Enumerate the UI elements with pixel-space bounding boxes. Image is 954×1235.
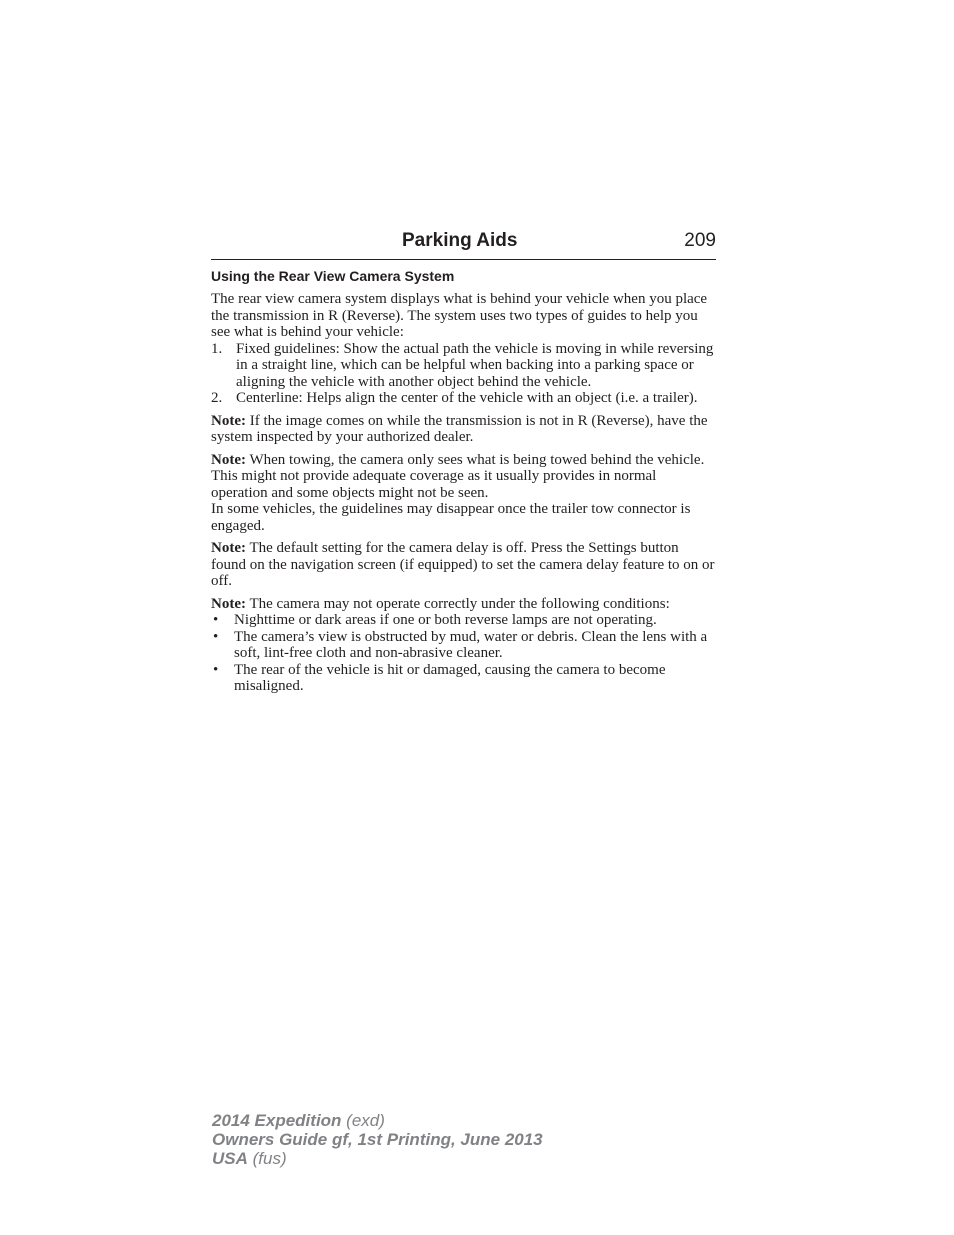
subheading: Using the Rear View Camera System [211, 268, 455, 284]
note-label: Note: [211, 595, 246, 612]
note-text: The camera may not operate correctly under the following conditions: [249, 595, 670, 612]
note-label: Note: [211, 412, 246, 429]
bullet-list [211, 612, 716, 695]
note-label: Note: [211, 451, 246, 468]
page-footer [212, 1111, 543, 1168]
list-item-text: The rear of the vehicle is hit or damaged, causing the camera to become misaligned. [234, 661, 666, 694]
list-item-text: The camera’s view is obstructed by mud, water or debris. Clean the lens with a soft, lint-free cloth and non-abrasive cleaner. [234, 628, 708, 661]
note-paragraph [211, 540, 716, 590]
footer-market-name: USA [212, 1149, 248, 1168]
note-paragraph [211, 596, 716, 613]
numbered-list [211, 341, 716, 407]
list-item-text: Centerline: Helps align the center of the vehicle with an object (i.e. a trailer). [236, 390, 698, 406]
list-item [211, 629, 716, 662]
footer-market-code: (fus) [247, 1149, 287, 1168]
bullet-marker: • [213, 628, 219, 645]
list-item [211, 612, 716, 629]
footer-line-market [212, 1149, 543, 1168]
list-item [211, 341, 716, 391]
intro-paragraph: The rear view camera system displays what is behind your vehicle when you place the transmission in R (Reverse). The system uses two types of guides to help you see what is behind your vehicle: [211, 291, 708, 340]
note-label: Note: [211, 540, 246, 556]
page-header [211, 228, 716, 260]
footer-model-name: 2014 Expedition [212, 1111, 342, 1130]
list-item-text: Fixed guidelines: Show the actual path the vehicle is moving in while reversing in a straight line, which can be helpful when backing into a parking space or aligning the vehicle with another object behind the vehicle. [236, 340, 714, 390]
note-paragraph [211, 452, 716, 502]
footer-line-printing: Owners Guide gf, 1st Printing, June 2013 [212, 1130, 543, 1149]
list-item [211, 390, 716, 407]
section-title: Parking Aids [402, 230, 518, 251]
bullet-marker: • [213, 612, 219, 628]
note-text: If the image comes on while the transmission is not in R (Reverse), have the system inspected by your authorized dealer. [211, 412, 708, 445]
list-marker: 1. [211, 340, 223, 357]
note-paragraph [211, 413, 716, 446]
bullet-marker: • [213, 661, 219, 678]
note-continuation: In some vehicles, the guidelines may disappear once the trailer tow connector is engaged. [211, 501, 691, 534]
footer-model-code: (exd) [341, 1111, 385, 1130]
list-item-text: Nighttime or dark areas if one or both reverse lamps are not operating. [234, 612, 657, 628]
page-number: 209 [684, 230, 716, 251]
page-content [211, 267, 716, 695]
list-item [211, 662, 716, 695]
list-marker: 2. [211, 390, 223, 406]
note-text: The default setting for the camera delay is off. Press the Settings button found on the navigation screen (if equipped) to set the camera delay feature to on or off. [211, 540, 715, 589]
note-text: When towing, the camera only sees what is being towed behind the vehicle. This might not provide adequate coverage as it usually provides in normal operation and some objects might not be seen. [211, 451, 705, 501]
footer-line-model [212, 1111, 543, 1130]
